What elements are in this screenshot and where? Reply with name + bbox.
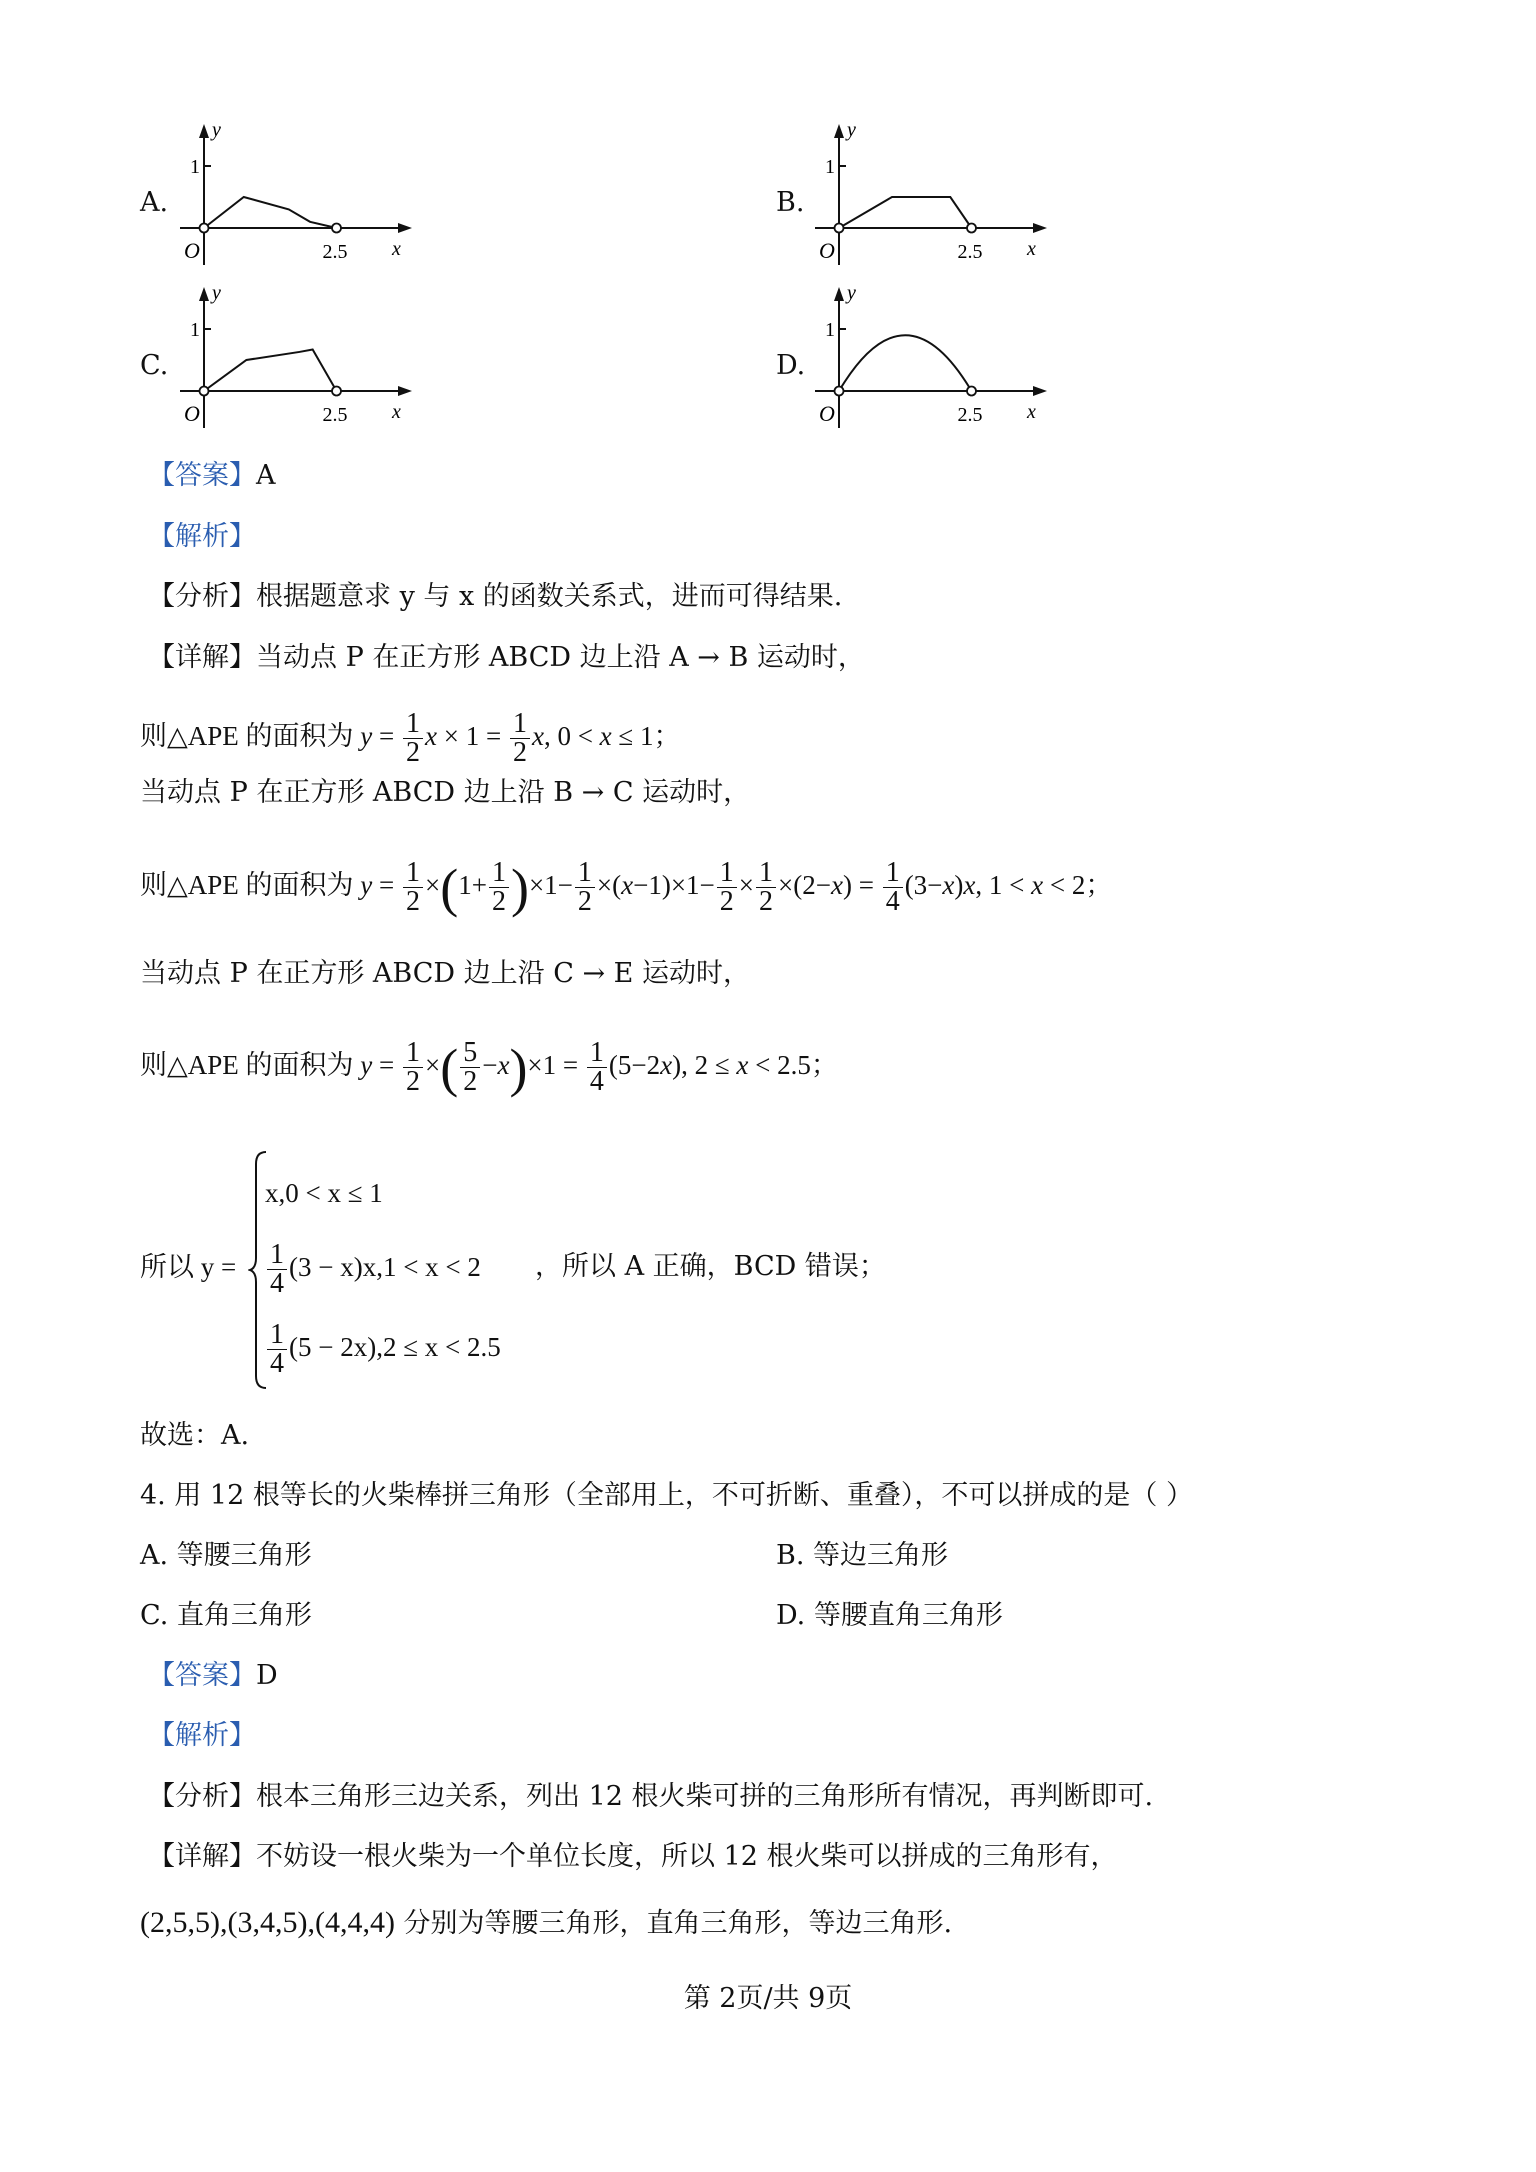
y-axis-label: y xyxy=(212,120,221,141)
endpoint-circle xyxy=(332,224,341,233)
q3-line1: 当动点 P 在正方形 ABCD 边上沿 A → B 运动时， xyxy=(256,642,865,673)
q4-analysis-tag: 【解析】 xyxy=(148,1720,256,1751)
q4-xiangjie-tag: 【详解】 xyxy=(148,1841,256,1872)
y-axis-arrow xyxy=(834,124,844,138)
q4-last-line xyxy=(140,1906,952,1941)
q3-suoyi: 所以 y = xyxy=(140,1252,237,1282)
x-tick-label: 2.5 xyxy=(957,404,983,426)
graph-a xyxy=(180,120,420,270)
q3-conclusion: ，所以 A 正确，BCD 错误； xyxy=(535,1251,886,1282)
q3-xiangjie xyxy=(148,641,865,675)
y-tick-label: 1 xyxy=(825,319,835,341)
x-tick-label: 2.5 xyxy=(322,241,348,263)
page-footer: 第 2页/共 9页 xyxy=(683,1983,853,2014)
q3-case2: $\frac{1}{4}$ (3 − x)x,1 < x < 2 xyxy=(265,1235,481,1299)
graph-c xyxy=(180,283,420,433)
x-axis-label: x xyxy=(1027,401,1036,423)
option-d-label: D. xyxy=(776,350,806,381)
q4-last-math: (2,5,5),(3,4,5),(4,4,4) xyxy=(140,1906,395,1939)
q4-question: 4. 用 12 根等长的火柴棒拼三角形（全部用上，不可折断、重叠），不可以拼成的是（ ） xyxy=(140,1480,1193,1511)
function-graph xyxy=(839,197,972,228)
origin-label: O xyxy=(819,401,835,426)
q4-option-a: A. 等腰三角形 xyxy=(140,1540,312,1571)
q4-fenxi-text: 根本三角形三边关系，列出 12 根火柴可拼的三角形所有情况，再判断即可. xyxy=(256,1781,1154,1812)
q4-xiangjie-text: 不妨设一根火柴为一个单位长度，所以 12 根火柴可以拼成的三角形有， xyxy=(256,1841,1118,1872)
q3-case1: x,0 < x ≤ 1 xyxy=(265,1178,383,1208)
q3-answer: A xyxy=(256,460,276,491)
y-tick-label: 1 xyxy=(190,319,200,341)
endpoint-circle xyxy=(967,387,976,396)
q3-line4-prefix: 则△APE 的面积为 xyxy=(140,870,361,900)
q4-answer-line xyxy=(148,1659,278,1693)
endpoint-circle xyxy=(200,224,209,233)
x-axis-label: x xyxy=(1027,238,1036,260)
graph-b xyxy=(815,120,1055,270)
function-graph xyxy=(204,349,337,391)
y-tick-label: 1 xyxy=(190,156,200,178)
x-tick-label: 2.5 xyxy=(322,404,348,426)
y-axis-arrow xyxy=(199,124,209,138)
q3-fenxi-tag: 【分析】 xyxy=(148,581,256,612)
q3-line5: 当动点 P 在正方形 ABCD 边上沿 C → E 运动时， xyxy=(140,958,750,989)
q4-fenxi-tag: 【分析】 xyxy=(148,1781,256,1812)
origin-label: O xyxy=(819,238,835,263)
endpoint-circle xyxy=(835,387,844,396)
q4-answer-tag: 【答案】 xyxy=(148,1660,256,1691)
x-tick-label: 2.5 xyxy=(957,241,983,263)
q4-answer: D xyxy=(256,1660,278,1691)
x-axis-arrow xyxy=(1033,223,1047,233)
q3-line3: 当动点 P 在正方形 ABCD 边上沿 B → C 运动时， xyxy=(140,777,751,808)
x-axis-arrow xyxy=(398,223,412,233)
q3-answer-line xyxy=(148,459,276,493)
q4-fenxi xyxy=(148,1780,1153,1814)
q3-answer-tag: 【答案】 xyxy=(148,460,256,491)
y-axis-arrow xyxy=(834,287,844,301)
q4-option-b: B. 等边三角形 xyxy=(776,1540,949,1571)
y-tick-label: 1 xyxy=(825,156,835,178)
q3-case3: $\frac{1}{4}$ (5 − 2x),2 ≤ x < 2.5 xyxy=(265,1315,501,1379)
option-b-label: B. xyxy=(776,187,805,218)
endpoint-circle xyxy=(200,387,209,396)
q3-analysis-tag: 【解析】 xyxy=(148,521,256,552)
endpoint-circle xyxy=(332,387,341,396)
q4-last-text: 分别为等腰三角形，直角三角形，等边三角形. xyxy=(394,1908,953,1939)
function-graph xyxy=(204,197,337,228)
origin-label: O xyxy=(184,401,200,426)
q4-option-d: D. 等腰直角三角形 xyxy=(776,1600,1003,1631)
q3-xiangjie-tag: 【详解】 xyxy=(148,642,256,673)
y-axis-arrow xyxy=(199,287,209,301)
y-axis-label: y xyxy=(847,283,856,304)
q3-case2-tail: (3 − x)x,1 < x < 2 xyxy=(289,1252,481,1282)
q3-line6: 则△APE 的面积为 y = $\frac{1}{2}$ ×( $\frac{5}{2}$ −x)×1 = $\frac{1}{4}$ (5−2x), 2 ≤ x < 2.5； xyxy=(140,1037,838,1098)
option-c-label: C. xyxy=(140,350,169,381)
option-a-label: A. xyxy=(140,187,169,218)
y-axis-label: y xyxy=(212,283,221,304)
q3-fenxi xyxy=(148,580,842,614)
x-axis-label: x xyxy=(392,401,401,423)
q3-line4: 则△APE 的面积为 y = $\frac{1}{2}$ ×(1+ $\frac{1}{2}$ )×1− $\frac{1}{2}$ ×(x−1)×1− $\frac{1}{2}$ × $\frac{1}{2}$ ×(2−x) = $\frac{1}{4}$ (3−x)x, 1 < x < 2； xyxy=(140,857,1113,918)
endpoint-circle xyxy=(835,224,844,233)
function-graph xyxy=(839,335,972,391)
q3-line2-prefix: 则△APE 的面积为 xyxy=(140,721,361,751)
origin-label: O xyxy=(184,238,200,263)
x-axis-label: x xyxy=(392,238,401,260)
q3-line2: 则△APE 的面积为 y = $\frac{1}{2}$ x × 1 = $\frac{1}{2}$ x, 0 < x ≤ 1； xyxy=(140,708,681,769)
q4-xiangjie xyxy=(148,1840,1118,1874)
q3-case3-tail: (5 − 2x),2 ≤ x < 2.5 xyxy=(289,1332,501,1362)
q3-guxuan: 故选：A. xyxy=(140,1420,250,1451)
x-axis-arrow xyxy=(1033,386,1047,396)
endpoint-circle xyxy=(967,224,976,233)
q4-option-c: C. 直角三角形 xyxy=(140,1600,312,1631)
q3-line6-prefix: 则△APE 的面积为 xyxy=(140,1050,361,1080)
y-axis-label: y xyxy=(847,120,856,141)
q3-fenxi-text: 根据题意求 y 与 x 的函数关系式，进而可得结果. xyxy=(256,581,843,612)
graph-d xyxy=(815,283,1055,433)
x-axis-arrow xyxy=(398,386,412,396)
